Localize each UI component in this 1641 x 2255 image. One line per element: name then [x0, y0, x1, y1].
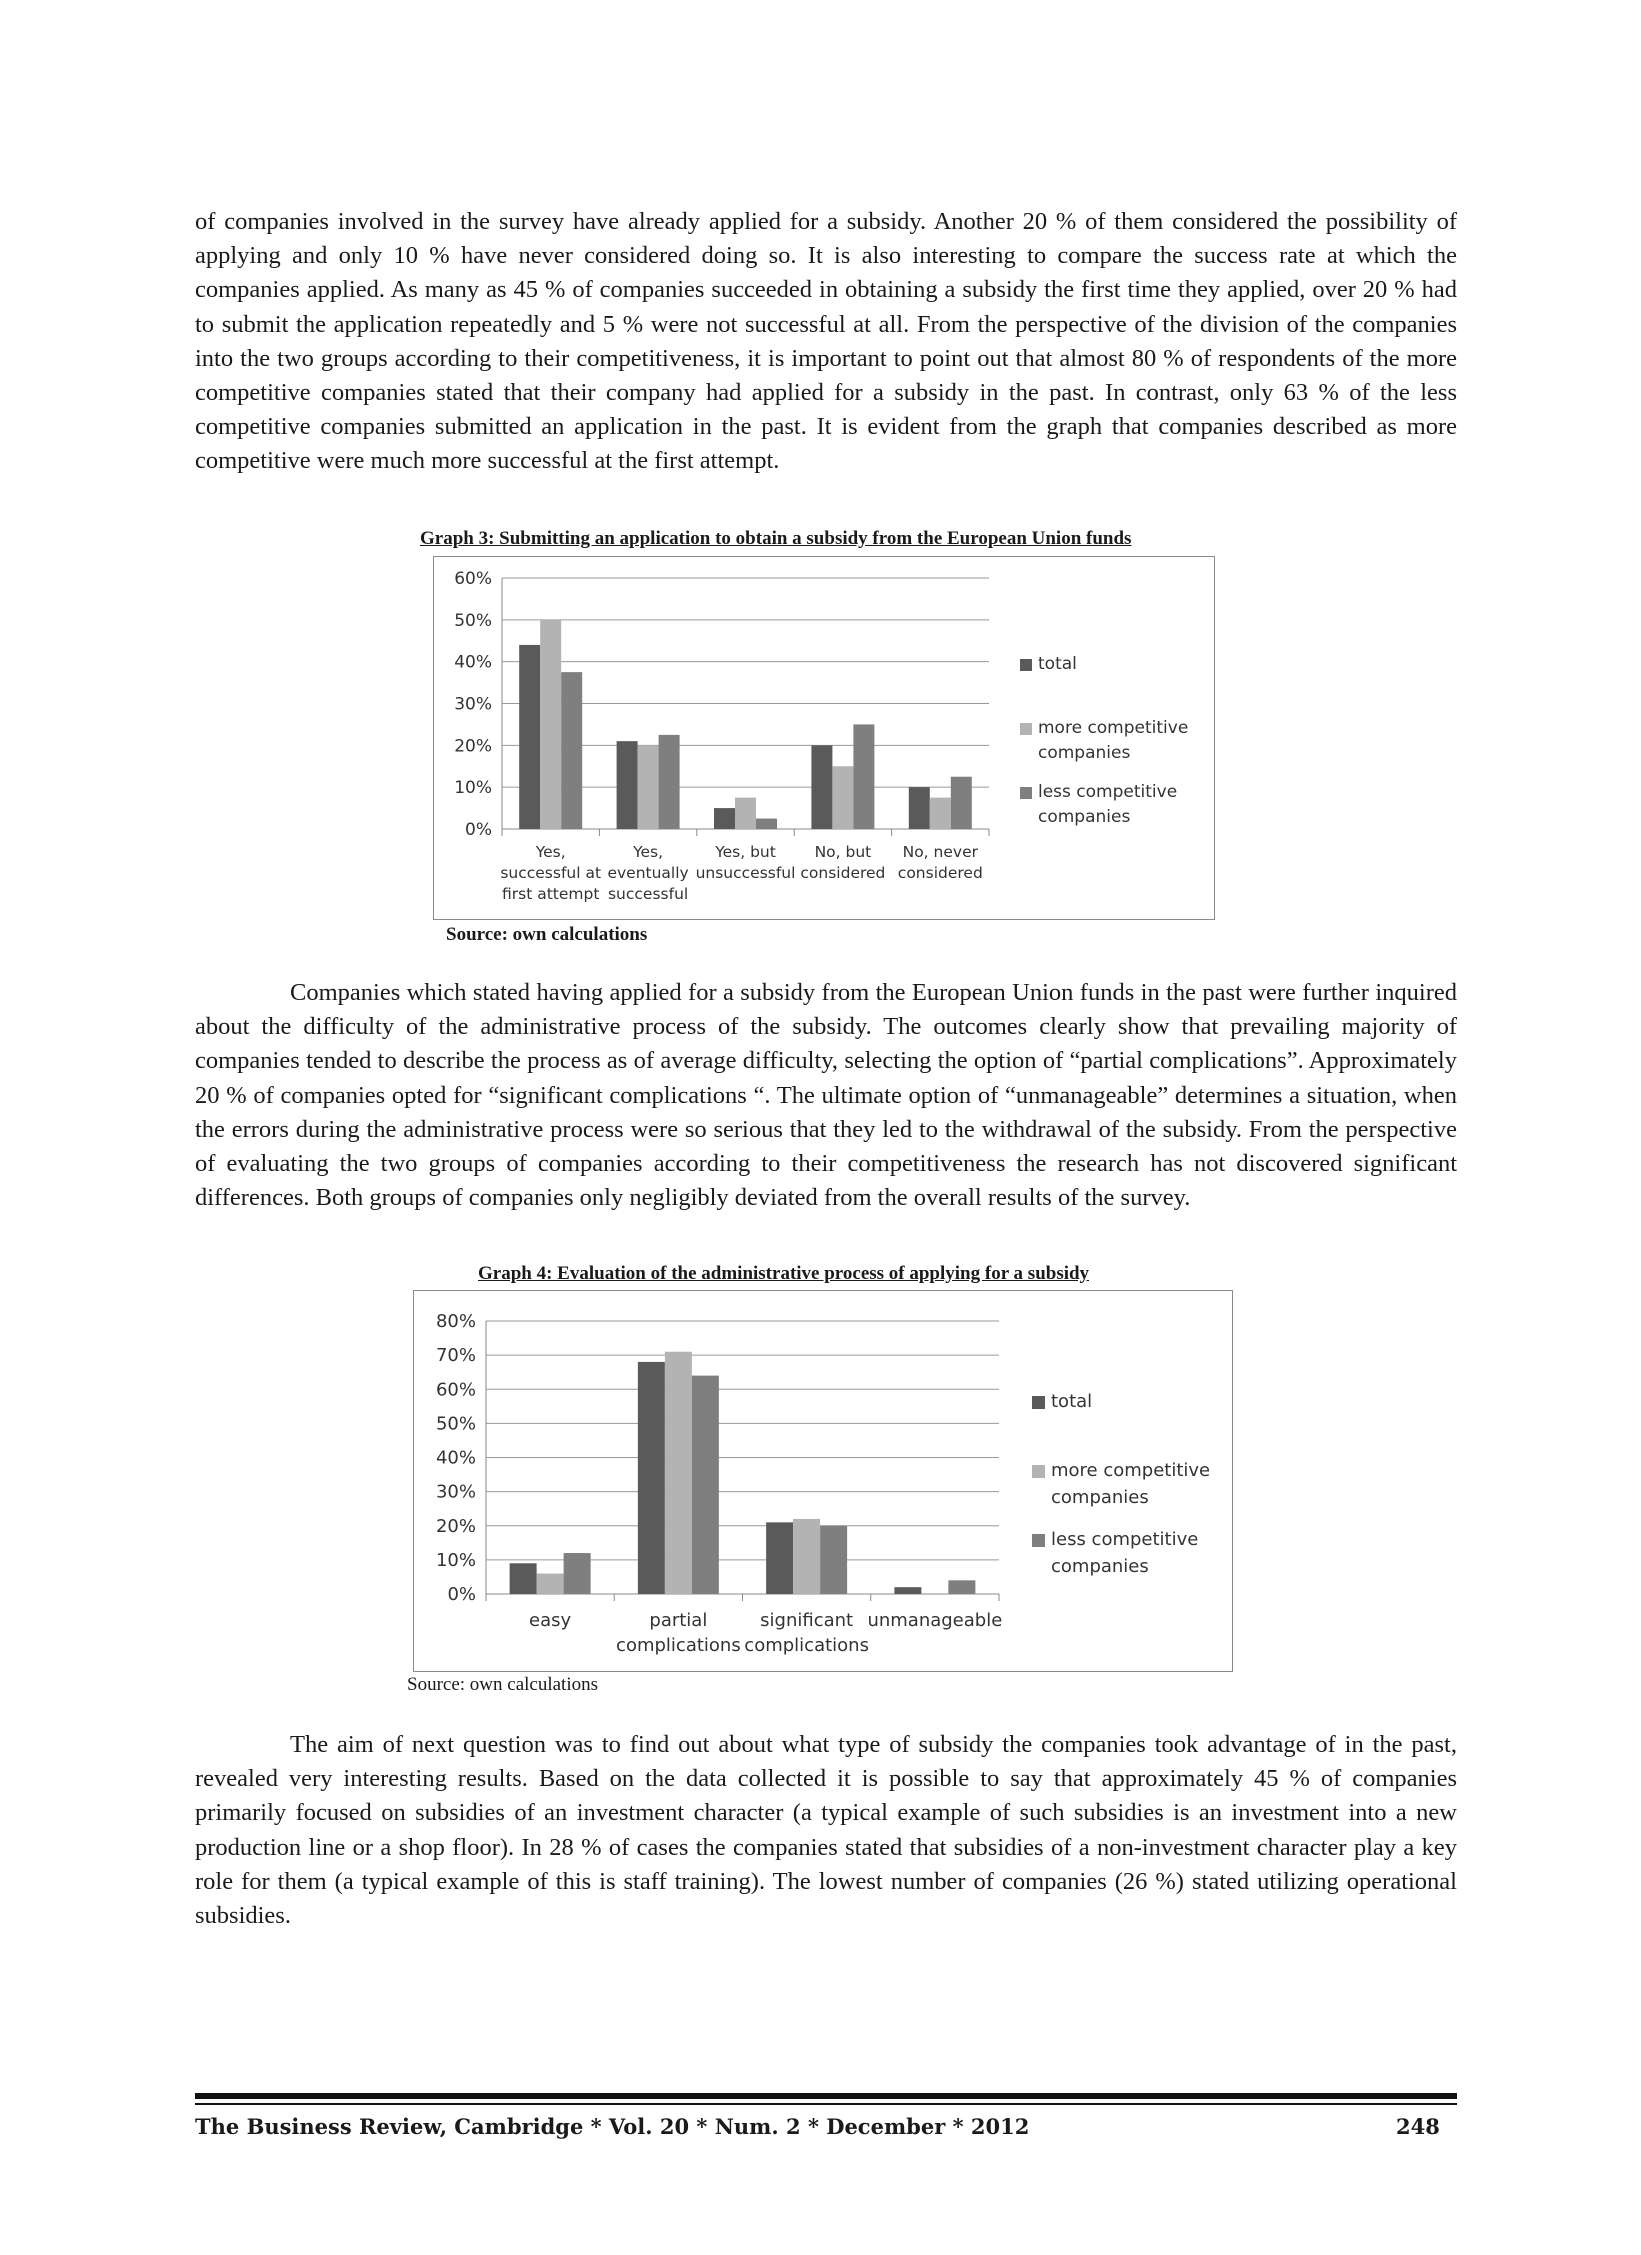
graph4-bar: [564, 1553, 591, 1594]
graph4-bar: [510, 1563, 537, 1594]
graph4-legend-label: companies: [1051, 1487, 1149, 1508]
graph3-bar: [617, 741, 638, 829]
graph3-category-label: considered: [897, 864, 983, 882]
graph3-bar: [930, 798, 951, 829]
graph4-legend-swatch: [1032, 1534, 1045, 1547]
graph3-legend-swatch: [1020, 659, 1032, 671]
graph4-caption: Graph 4: Evaluation of the administrative process of applying for a subsidy: [478, 1263, 1090, 1284]
graph3-bar: [638, 745, 659, 829]
graph4-bar: [948, 1580, 975, 1594]
graph4-category-label: unmanageable: [867, 1610, 1003, 1631]
graph3-bar: [832, 766, 853, 829]
graph4-ytick-label: 50%: [435, 1413, 476, 1435]
graph3-bar: [540, 620, 561, 829]
graph4-legend-label: total: [1051, 1391, 1093, 1412]
graph3-legend-swatch: [1020, 787, 1032, 799]
graph3-bar: [951, 777, 972, 829]
graph3-category-label: successful: [607, 885, 689, 903]
graph4-ytick-label: 80%: [435, 1311, 476, 1332]
footer-page-number: 248: [1396, 2114, 1440, 2139]
graph4-bar: [820, 1526, 847, 1594]
graph4-legend-swatch: [1032, 1396, 1045, 1409]
graph4-bar: [537, 1574, 564, 1594]
graph3-bar: [811, 745, 832, 829]
paragraph-intro: of companies involved in the survey have already applied for a subsidy. Another 20 % of them considered the possibility of applying and only 10 % have never considered doing so. It is also interesting to compare the success rate at which the companies applied. As many as 45 % of companies succeeded in obtaining a subsidy the first time they applied, over 20 % had to submit the application repeatedly and 5 % were not successful at all. From the perspective of the division of the companies into the two groups according to their competitiveness, it is important to point out that almost 80 % of respondents of the more competitive companies stated that their company had applied for a subsidy in the past. In contrast, only 63 % of the less competitive companies submitted an application in the past. It is evident from the graph that companies described as more competitive were much more successful at the first attempt.: [195, 208, 1457, 475]
graph4-ytick-label: 0%: [447, 1584, 476, 1605]
graph3-bar: [519, 645, 540, 829]
footer-rule-thick: [195, 2093, 1457, 2099]
footer-journal: The Business Review, Cambridge * Vol. 20 * Num. 2 * December * 2012: [195, 2114, 1030, 2139]
graph4-category-label: easy: [529, 1610, 572, 1631]
graph3-category-label: considered: [800, 864, 886, 882]
graph4-chart: [413, 1290, 1233, 1672]
graph4-ytick-label: 20%: [435, 1515, 476, 1537]
graph4-bar: [692, 1376, 719, 1594]
graph4-category-label: complications: [616, 1635, 741, 1656]
graph3-category-label: Yes, but: [715, 843, 776, 861]
graph3-ytick-label: 10%: [454, 778, 492, 799]
graph4-source: Source: own calculations: [407, 1674, 599, 1695]
graph3-category-label: No, never: [902, 843, 978, 861]
graph3-category-label: No, but: [814, 843, 872, 861]
graph3-bar: [659, 735, 680, 829]
graph3-source: Source: own calculations: [446, 924, 648, 945]
graph4-ytick-label: 40%: [435, 1447, 476, 1469]
graph3-legend-swatch: [1020, 723, 1032, 735]
graph4-ytick-label: 10%: [435, 1549, 476, 1571]
graph3-bar: [756, 819, 777, 829]
graph4-category-label: significant: [760, 1610, 854, 1631]
graph4-bar: [793, 1519, 820, 1594]
graph3-category-label: eventually: [607, 864, 689, 882]
graph3-category-label: unsuccessful: [695, 864, 796, 882]
footer-rule-thin: [195, 2103, 1457, 2105]
graph4-svg: [414, 1291, 1232, 1671]
graph3-ytick-label: 60%: [454, 569, 492, 589]
graph3-category-label: Yes,: [535, 843, 566, 861]
graph3-bar: [909, 787, 930, 829]
graph4-ytick-label: 60%: [435, 1379, 476, 1401]
graph3-ytick-label: 40%: [454, 652, 492, 673]
graph4-bar: [638, 1362, 665, 1594]
graph3-category-label: successful at: [500, 864, 602, 882]
graph4-legend-label: less competitive: [1051, 1529, 1199, 1550]
graph4-legend-swatch: [1032, 1465, 1045, 1478]
graph3-legend-label: companies: [1038, 807, 1131, 827]
graph4-bar: [766, 1522, 793, 1594]
graph4-legend-label: companies: [1051, 1556, 1149, 1577]
graph3-bar: [735, 798, 756, 829]
graph4-ytick-label: 70%: [435, 1345, 476, 1367]
graph3-bar: [853, 724, 874, 829]
graph3-chart: [433, 556, 1215, 920]
paragraph-subsidy-type: The aim of next question was to find out about what type of subsidy the companies took advantage of in the past, revealed very interesting results. Based on the data collected it is possible to say that approximately 45 % of companies primarily focused on subsidies of an investment character (a typical example of such subsidies is an investment into a new production line or a shop floor). In 28 % of cases the companies stated that subsidies of a non-investment character play a key role for them (a typical example of this is staff training). The lowest number of companies (26 %) stated utilizing operational subsidies.: [195, 1731, 1457, 1930]
paragraph-administrative: Companies which stated having applied for a subsidy from the European Union funds in the past were further inquired about the difficulty of the administrative process of the subsidy. The outcomes clearly show that prevailing majority of companies tended to describe the process as of average difficulty, selecting the option of “partial complications”. Approximately 20 % of companies opted for “significant complications “. The ultimate option of “unmanageable” determines a situation, when the errors during the administrative process were so serious that they led to the withdrawal of the subsidy. From the perspective of evaluating the two groups of companies according to their competitiveness the research has not discovered significant differences. Both groups of companies only negligibly deviated from the overall results of the survey.: [195, 979, 1457, 1212]
graph3-category-label: first attempt: [501, 885, 600, 903]
graph3-legend-label: more competitive: [1038, 718, 1189, 738]
graph4-category-label: partial: [649, 1610, 708, 1631]
graph3-caption: Graph 3: Submitting an application to obtain a subsidy from the European Union funds: [420, 528, 1132, 549]
graph3-ytick-label: 30%: [454, 694, 492, 715]
graph3-category-label: Yes,: [633, 843, 664, 861]
graph3-bar: [714, 808, 735, 829]
graph3-ytick-label: 0%: [465, 820, 492, 840]
graph3-svg: [434, 557, 1214, 919]
graph4-bar: [665, 1352, 692, 1594]
graph3-legend-label: less competitive: [1038, 782, 1178, 802]
graph3-legend-label: total: [1038, 654, 1077, 674]
graph4-legend-label: more competitive: [1051, 1460, 1211, 1481]
graph3-ytick-label: 20%: [454, 736, 492, 757]
graph4-ytick-label: 30%: [435, 1481, 476, 1503]
graph3-bar: [561, 672, 582, 829]
graph4-category-label: complications: [744, 1635, 869, 1656]
graph3-ytick-label: 50%: [454, 610, 492, 631]
graph4-bar: [894, 1587, 921, 1594]
graph3-legend-label: companies: [1038, 743, 1131, 763]
